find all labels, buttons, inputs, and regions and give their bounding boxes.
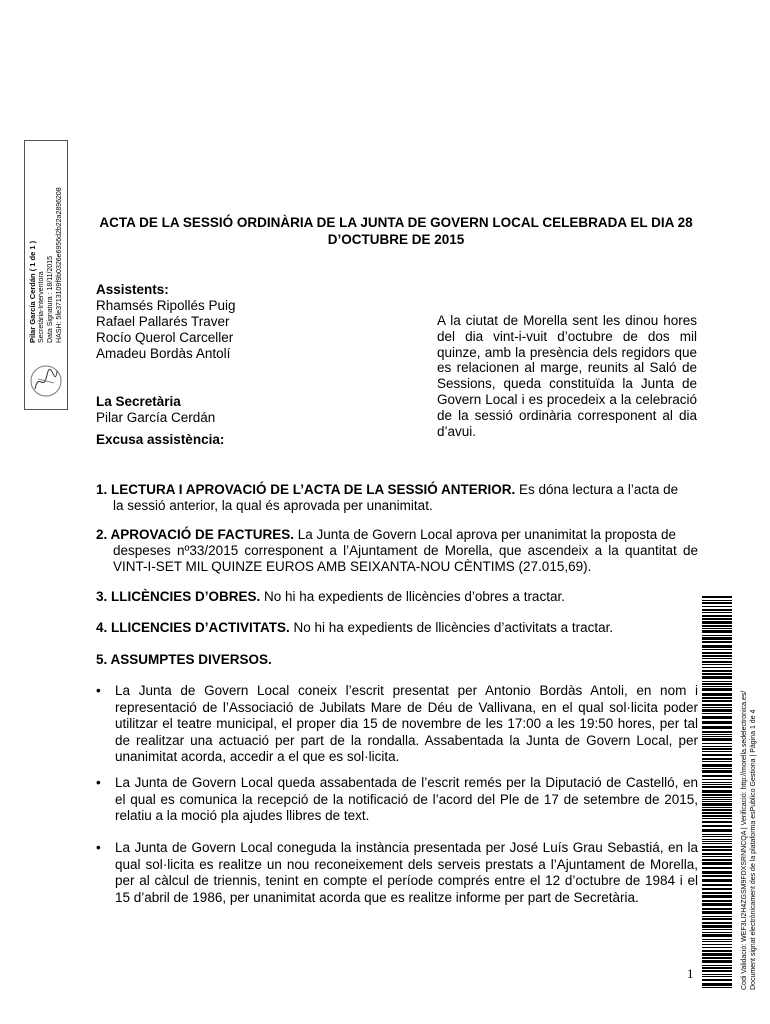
- agenda-item-heading: 2. APROVACIÓ DE FACTURES.: [96, 527, 295, 542]
- attendee-name: Amadeu Bordàs Antolí: [96, 346, 231, 361]
- secretary-name: Pilar García Cerdán: [96, 410, 216, 425]
- bullet-icon: •: [96, 683, 101, 698]
- attendees-heading: Assistents:: [96, 282, 169, 297]
- agenda-item-1: [96, 482, 698, 514]
- list-item-text: La Junta de Govern Local coneguda la instància presentada per José Luís Grau Sebastiá, en la qual sol·licita es realitze un nou reconeixement dels serveis prestats a l’Ajuntament de Morella, per al càlcul de triennis, tenint en compte el període comprés entre el 12 d’octubre de 1984 i el 15 d’abril de 1986, per unanimitat acorda que es realitze informe per part de Secretària.: [115, 840, 698, 905]
- stamp-date: Data Signatura : 18/11/2015: [47, 255, 54, 343]
- stamp-hash: HASH: 5fe3713109f9b0326e6956d2b22a2896208: [56, 187, 63, 343]
- agenda-item-text: No hi ha expedients de llicències d’activitats a tractar.: [289, 620, 614, 635]
- agenda-item-heading: 5. ASSUMPTES DIVERSOS.: [96, 652, 272, 667]
- agenda-item-heading: 4. LLICENCIES D’ACTIVITATS.: [96, 620, 290, 635]
- bullet-icon: •: [96, 840, 101, 855]
- list-item-text: La Junta de Govern Local queda assabentada de l’escrit remés per la Diputació de Castelló, en el qual es comunica la recepció de la notificació de l’acord del Ple de 17 de setembre de 2015, relatiu a la moció pla ajudes llibres de text.: [115, 775, 698, 823]
- agenda-item-4: [96, 620, 698, 636]
- agenda-item-continuation: despeses nº33/2015 corresponent a l’Ajuntament de Morella, que ascendeix a la quantitat de VINT-I-SET MIL QUINZE EUROS AMB SEIXANTA-NOU CÈNTIMS (27.015,69).: [113, 543, 698, 574]
- attendee-name: Rhamsés Ripollés Puig: [96, 298, 236, 313]
- handwritten-signature-icon: [29, 359, 63, 403]
- agenda-item-heading: 3. LLICÈNCIES D’OBRES.: [96, 589, 261, 604]
- verification-text: [740, 650, 758, 990]
- agenda-item-continuation: la sessió anterior, la qual és aprovada per unanimitat.: [113, 498, 433, 513]
- agenda-item-text: La Junta de Govern Local aprova per unanimitat la proposta de: [294, 527, 677, 542]
- stamp-text: [28, 103, 64, 343]
- bullet-icon: •: [96, 775, 101, 790]
- barcode-icon: [702, 596, 732, 988]
- list-item-text: La Junta de Govern Local coneix l’escrit presentat per Antonio Bordàs Antoli, en nom i representació de l’Associació de Jubilats Mare de Déu de Vallivana, en el qual sol·licita poder utilitzar el teatre municipal, el proper dia 15 de novembre de les 17:00 a les 19:50 hores, per tal de realitzar una actuació per part de la rondalla. Assabentada la Junta de Govern Local, per unanimitat acorda, accedir a el que es sol·licita.: [115, 683, 698, 764]
- excused-heading: Excusa assistència:: [96, 432, 225, 447]
- verification-line-1: Codi Validació: WEF3LI2H4ZGSM9FDXSRNNCQA | Verificació: http://morella.sedelectronica.es/: [741, 690, 748, 990]
- agenda-item-heading: 1. LECTURA I APROVACIÓ DE L’ACTA DE LA SESSIÓ ANTERIOR.: [96, 482, 516, 497]
- page-number: 1: [687, 966, 694, 981]
- verification-line-2: Document signat electrònicament des de la plataforma esPublico Gestiona | Pàgina 1 de 4: [750, 709, 757, 990]
- list-item: [96, 683, 698, 766]
- document-title: ACTA DE LA SESSIÓ ORDINÀRIA DE LA JUNTA DE GOVERN LOCAL CELEBRADA EL DIA 28 D’OCTUBRE DE 2015: [99, 215, 693, 247]
- list-item: [96, 840, 698, 906]
- secretary-heading: La Secretària: [96, 394, 181, 409]
- attendees-block: [96, 282, 316, 448]
- signature-stamp: [24, 140, 68, 410]
- stamp-role: Secretària-Interventora: [38, 271, 45, 343]
- agenda-item-5: [96, 652, 698, 668]
- agenda-item-text: Es dóna lectura a l’acta de: [515, 482, 679, 497]
- stamp-signer: Pilar García Cerdán ( 1 de 1 ): [28, 240, 37, 343]
- agenda-item-2: [96, 527, 698, 575]
- attendee-name: Rocío Querol Carceller: [96, 330, 234, 345]
- attendee-name: Rafael Pallarés Traver: [96, 314, 230, 329]
- list-item: [96, 775, 698, 825]
- agenda-item-text: No hi ha expedients de llicències d’obres a tractar.: [260, 589, 565, 604]
- intro-paragraph: A la ciutat de Morella sent les dinou hores del dia vint-i-vuit d’octubre de dos mil quinze, amb la presència dels regidors que es relacionen al marge, reunits al Saló de Sessions, queda constituïda la Junta de Govern Local i es procedeix a la celebració de la sessió ordinària corresponent al dia d’avui.: [437, 313, 697, 439]
- agenda-item-3: [96, 589, 698, 605]
